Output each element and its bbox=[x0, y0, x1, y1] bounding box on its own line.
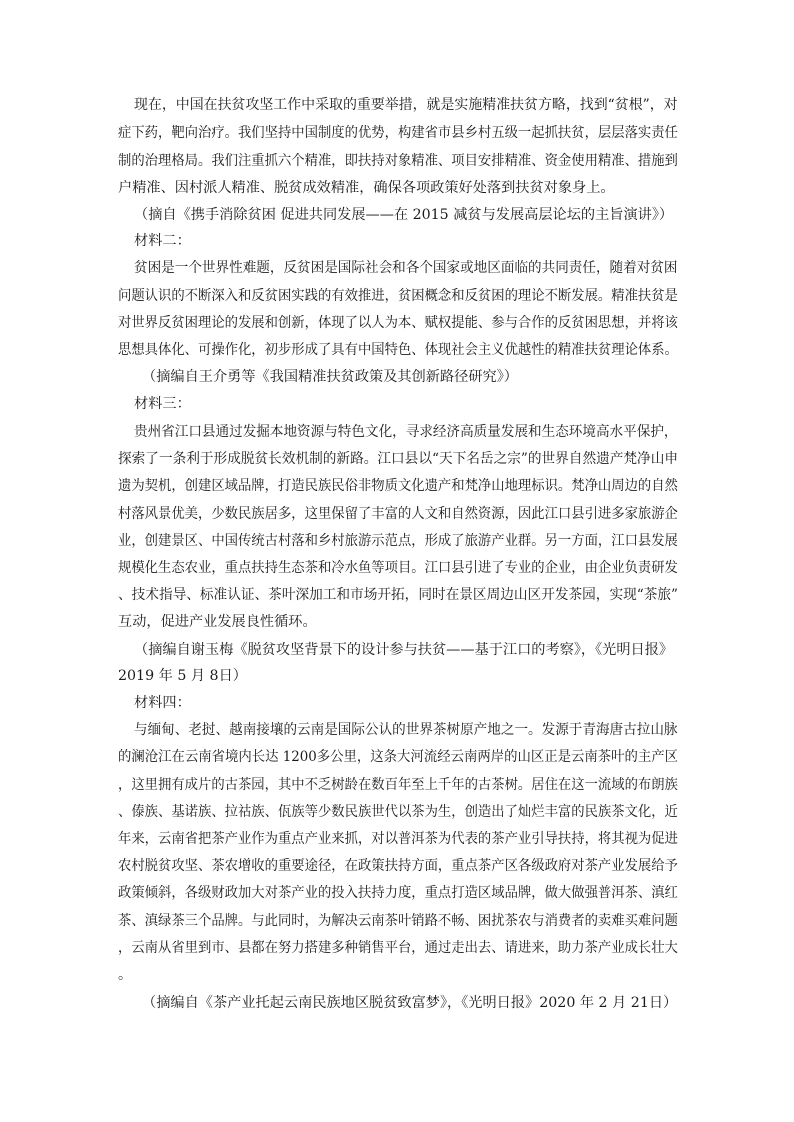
citation-3-date: 2019 年 5 月 8日） bbox=[118, 668, 247, 684]
citation-3: （摘编自谢玉梅《脱贫攻坚背景下的设计参与扶贫——基于江口的考察》，《光明日报》 bbox=[134, 642, 674, 658]
paragraph-1-line: 制的治理格局。我们注重抓六个精准，即扶持对象精准、项目安排精准、资金使用精准、措施到 bbox=[118, 153, 678, 169]
paragraph-4-line: 、傣族、基诺族、拉祜族、佤族等少数民族世代以茶为生，创造出了灿烂丰富的民族茶文化，近 bbox=[118, 804, 678, 820]
paragraph-1-line: 症下药，靶向治疗。我们坚持中国制度的优势，构建省市县乡村五级一起抓扶贫，层层落实责任 bbox=[118, 125, 678, 141]
paragraph-4-line: 政策倾斜，各级财政加大对茶产业的投入扶持力度，重点打造区域品牌，做大做强普洱茶、滇红 bbox=[118, 885, 678, 901]
citation-1: （摘自《携手消除贫困 促进共同发展——在 2015 减贫与发展高层论坛的主旨演讲》） bbox=[134, 207, 674, 223]
paragraph-4-line: ，云南从省里到市、县都在努力搭建多种销售平台，通过走出去、请进来，助力茶产业成长壮大 bbox=[118, 940, 678, 956]
paragraph-2-line: 问题认识的不断深入和反贫困实践的有效推进，贫困概念和反贫困的理论不断发展。精准扶贫是 bbox=[118, 288, 678, 304]
paragraph-4-line: 。 bbox=[118, 967, 133, 983]
paragraph-4-line: ，这里拥有成片的古茶园，其中不乏树龄在数百年至上千年的古茶树。居住在这一流域的布朗族 bbox=[118, 777, 678, 793]
paragraph-3-line: 探索了一条利于形成脱贫长效机制的新路。江口县以“天下名岳之宗”的世界自然遗产梵净山申 bbox=[118, 451, 679, 467]
material-2-label: 材料二： bbox=[134, 233, 191, 249]
paragraph-4-line: 的澜沧江在云南省境内长达 1200多公里，这条大河流经云南两岸的山区正是云南茶叶的主产区 bbox=[118, 749, 678, 765]
paragraph-3-line: 贵州省江口县通过发掘本地资源与特色文化，寻求经济高质量发展和生态环境高水平保护， bbox=[134, 424, 678, 440]
paragraph-3-line: 互动，促进产业发展良性循环。 bbox=[118, 614, 317, 630]
paragraph-2-line: 贫困是一个世界性难题，反贫困是国际社会和各个国家或地区面临的共同责任，随着对贫困 bbox=[134, 260, 678, 276]
paragraph-1-line: 现在，中国在扶贫攻坚工作中采取的重要举措，就是实施精准扶贫方略，找到“贫根”，对 bbox=[134, 97, 678, 113]
paragraph-3-line: 规模化生态农业，重点扶持生态茶和冷水鱼等项目。江口县引进了专业的企业，由企业负责研发 bbox=[118, 560, 678, 576]
paragraph-4-line: 与缅甸、老挝、越南接壤的云南是国际公认的世界茶树原产地之一。发源于青海唐古拉山脉 bbox=[134, 722, 678, 738]
citation-2: （摘编自王介勇等《我国精准扶贫政策及其创新路径研究》） bbox=[142, 369, 518, 385]
paragraph-3-line: 业，创建景区、中国传统古村落和乡村旅游示范点，形成了旅游产业群。另一方面，江口县发展 bbox=[118, 533, 678, 549]
citation-4: （摘编自《茶产业托起云南民族地区脱贫致富梦》，《光明日报》2020 年 2 月 21日） bbox=[142, 995, 678, 1011]
paragraph-3-line: 遗为契机，创建区域品牌，打造民族民俗非物质文化遗产和梵净山地理标识。梵净山周边的自然 bbox=[118, 478, 678, 494]
material-4-label: 材料四： bbox=[134, 695, 191, 711]
paragraph-4-line: 农村脱贫攻坚、茶农增收的重要途径，在政策扶持方面，重点茶产区各级政府对茶产业发展给予 bbox=[118, 858, 678, 874]
paragraph-3-line: 村落风景优美，少数民族居多，这里保留了丰富的人文和自然资源，因此江口县引进多家旅游企 bbox=[118, 506, 678, 522]
paragraph-4-line: 年来，云南省把茶产业作为重点产业来抓，对以普洱茶为代表的茶产业引导扶持，将其视为促进 bbox=[118, 831, 678, 847]
paragraph-2-line: 对世界反贫困理论的发展和创新，体现了以人为本、赋权提能、参与合作的反贫困思想，并将该 bbox=[118, 315, 678, 331]
paragraph-1-line: 户精准、因村派人精准、脱贫成效精准，确保各项政策好处落到扶贫对象身上。 bbox=[118, 180, 615, 196]
paragraph-4-line: 茶、滇绿茶三个品牌。与此同时，为解决云南茶叶销路不畅、困扰茶农与消费者的卖难买难问题 bbox=[118, 913, 678, 929]
paragraph-3-line: 、技术指导、标准认证、茶叶深加工和市场开拓，同时在景区周边山区开发茶园，实现“茶旅” bbox=[118, 587, 679, 603]
paragraph-2-line: 思想具体化、可操作化，初步形成了具有中国特色、体现社会主义优越性的精准扶贫理论体系。 bbox=[118, 342, 678, 358]
material-3-label: 材料三： bbox=[134, 396, 191, 412]
